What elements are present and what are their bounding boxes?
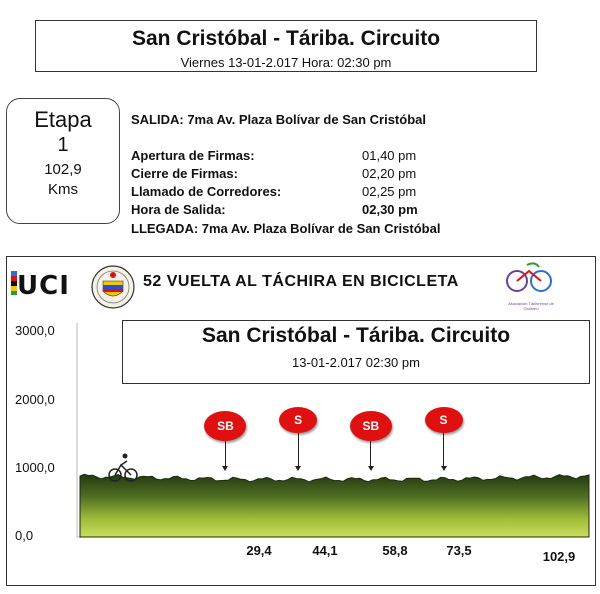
row-value-salida: 02,30 pm [362, 202, 418, 217]
marker-pointer [225, 441, 226, 467]
marker-arrow [441, 466, 447, 471]
marker-arrow [222, 466, 228, 471]
x-tick-73-5: 73,5 [446, 543, 472, 558]
y-tick-0: 0,0 [15, 528, 34, 543]
marker-s-4 [425, 407, 463, 471]
marker-pointer [443, 433, 444, 467]
row-value-apertura: 01,40 pm [362, 148, 417, 163]
x-tick-29-4: 29,4 [246, 543, 272, 558]
association-label: Asociación Táchirense de Ciclismo [508, 301, 554, 311]
llegada-text: LLEGADA: 7ma Av. Plaza Bolívar de San Cristóbal [131, 221, 441, 236]
marker-badge: S [425, 407, 463, 433]
page-subtitle: Viernes 13-01-2.017 Hora: 02:30 pm [180, 55, 392, 70]
row-value-llamado: 02,25 pm [362, 184, 417, 199]
y-tick-1000: 1000,0 [15, 460, 55, 475]
row-label-llamado: Llamado de Corredores: [131, 184, 282, 199]
marker-arrow [295, 466, 301, 471]
header-box [35, 20, 537, 72]
marker-pointer [298, 433, 299, 467]
y-tick-2000: 2000,0 [15, 392, 55, 407]
marker-sb-3 [350, 411, 392, 471]
marker-arrow [368, 466, 374, 471]
marker-badge: S [279, 407, 317, 433]
marker-s-2 [279, 407, 317, 471]
etapa-label: Etapa [34, 107, 92, 132]
inner-subtitle: 13-01-2.017 02:30 pm [292, 355, 420, 370]
x-tick-58-8: 58,8 [382, 543, 408, 558]
row-label-salida: Hora de Salida: [131, 202, 226, 217]
uci-logo: UCI [17, 271, 70, 301]
profile-panel [6, 256, 596, 586]
marker-sb-1 [204, 411, 246, 471]
x-tick-44-1: 44,1 [312, 543, 338, 558]
inner-title: San Cristóbal - Táriba. Circuito [201, 324, 511, 347]
marker-pointer [370, 441, 371, 467]
row-label-apertura: Apertura de Firmas: [131, 148, 255, 163]
salida-text: SALIDA: 7ma Av. Plaza Bolívar de San Cristóbal [131, 112, 426, 127]
etapa-distance: 102,9 [44, 161, 82, 178]
marker-badge: SB [350, 411, 392, 441]
terrain-area [80, 474, 589, 537]
etapa-box [6, 98, 120, 224]
marker-badge: SB [204, 411, 246, 441]
etapa-number: 1 [57, 134, 69, 156]
etapa-unit: Kms [48, 181, 78, 198]
row-label-cierre: Cierre de Firmas: [131, 166, 238, 181]
y-tick-3000: 3000,0 [15, 323, 55, 338]
page-title: San Cristóbal - Táriba. Circuito [131, 27, 441, 50]
row-value-cierre: 02,20 pm [362, 166, 417, 181]
event-title: 52 VUELTA AL TÁCHIRA EN BICICLETA [143, 273, 459, 290]
x-tick-102-9: 102,9 [542, 549, 576, 564]
